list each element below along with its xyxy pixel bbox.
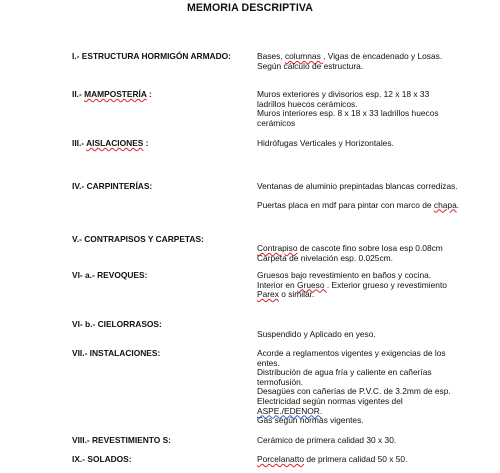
body-line: Distribución de agua fría y caliente en cañerías <box>257 367 432 378</box>
text-run: : <box>143 138 149 148</box>
spellcheck-word: chapa <box>433 199 457 210</box>
body-line <box>257 455 469 465</box>
body-line: Muros interiores esp. 8 x 18 x 33 ladrillos huecos <box>257 108 439 119</box>
body-line: Suspendido y Aplicado en yeso. <box>257 329 376 339</box>
section-body <box>257 244 469 263</box>
spellcheck-word: Porcelanatto <box>257 454 305 464</box>
spellcheck-word: MAMPOSTERÍA <box>84 89 147 99</box>
section-body <box>257 436 469 446</box>
body-line: ladrillos huecos cerámicos. <box>257 98 358 109</box>
section-label <box>72 139 242 149</box>
text-run: : <box>146 89 152 99</box>
body-line: Acorde a reglamentos vigentes y exigencias de los <box>257 348 446 358</box>
section-body <box>257 182 469 210</box>
section-body <box>257 139 469 149</box>
spellcheck-word: Parex <box>257 289 279 300</box>
spellcheck-word: columnas <box>284 51 324 61</box>
text-run: . Exterior grueso y revestimiento <box>326 279 447 290</box>
spellcheck-word: AISLACIONES <box>86 138 144 148</box>
section-label: VI- a.- REVOQUES: <box>72 270 148 280</box>
section-label: IX.- SOLADOS: <box>72 454 132 464</box>
body-line: Ventanas de aluminio prepintadas blancas corredizas. <box>257 181 458 191</box>
text-run: , Vigas de encadenado y Losas. <box>323 51 443 61</box>
text-run: de primera calidad 50 x 50. <box>304 454 408 464</box>
text-run: . <box>456 199 460 210</box>
body-line: Desagües con cañerías de P.V.C. de 3.2mm de esp. <box>257 386 451 397</box>
text-run: de cascote fino sobre losa esp 0.08cm <box>297 243 443 253</box>
text-run: III.- <box>72 138 87 148</box>
document-title: MEMORIA DESCRIPTIVA <box>186 2 314 14</box>
body-line: Hidrófugas Verticales y Horizontales. <box>257 138 394 148</box>
body-line: Electricidad según normas vigentes del <box>257 395 403 406</box>
body-line: Gas según normas vigentes. <box>257 415 364 426</box>
body-line: Muros exteriores y divisorios esp. 12 x 18 x 33 <box>257 89 430 99</box>
text-run: Puertas placa en mdf para pintar con marco de <box>257 199 434 210</box>
section-body <box>257 52 469 71</box>
body-line: ASPE./EDENOR. <box>257 405 323 416</box>
section-label: VI- b.- CIELORRASOS: <box>72 319 162 329</box>
section-label: IV.- CARPINTERÍAS: <box>72 181 153 191</box>
spellcheck-word: Contrapiso <box>257 243 298 253</box>
body-line: Carpeta de nivelación esp. 0.025cm. <box>257 252 393 263</box>
body-line: entes. <box>257 357 280 368</box>
body-line <box>257 201 469 211</box>
section-body <box>257 330 469 340</box>
text-run: II.- <box>72 89 85 99</box>
section-label: V.- CONTRAPISOS Y CARPETAS: <box>72 234 204 244</box>
spellcheck-word: Grueso <box>297 279 327 290</box>
body-line: Gruesos bajo revestimiento en baños y cocina. <box>257 270 432 280</box>
section-label: I.- ESTRUCTURA HORMIGÓN ARMADO: <box>72 51 231 61</box>
text-run: o similar. <box>278 289 315 300</box>
body-line: cerámicos <box>257 117 296 128</box>
section-body <box>257 349 469 426</box>
text-run: Bases, <box>257 51 285 61</box>
body-line <box>257 290 469 300</box>
section-body <box>257 271 469 300</box>
text-run: Interior en <box>257 279 298 290</box>
section-body <box>257 455 469 465</box>
section-label <box>72 90 242 100</box>
section-label: VIII.- REVESTIMIENTO S: <box>72 435 171 445</box>
section-body <box>257 90 469 128</box>
section-label: VII.- INSTALACIONES: <box>72 348 161 358</box>
body-line: Cerámico de primera calidad 30 x 30. <box>257 435 397 445</box>
body-line: Según cálculo de estructura. <box>257 60 364 71</box>
body-line: termofusión. <box>257 376 304 387</box>
